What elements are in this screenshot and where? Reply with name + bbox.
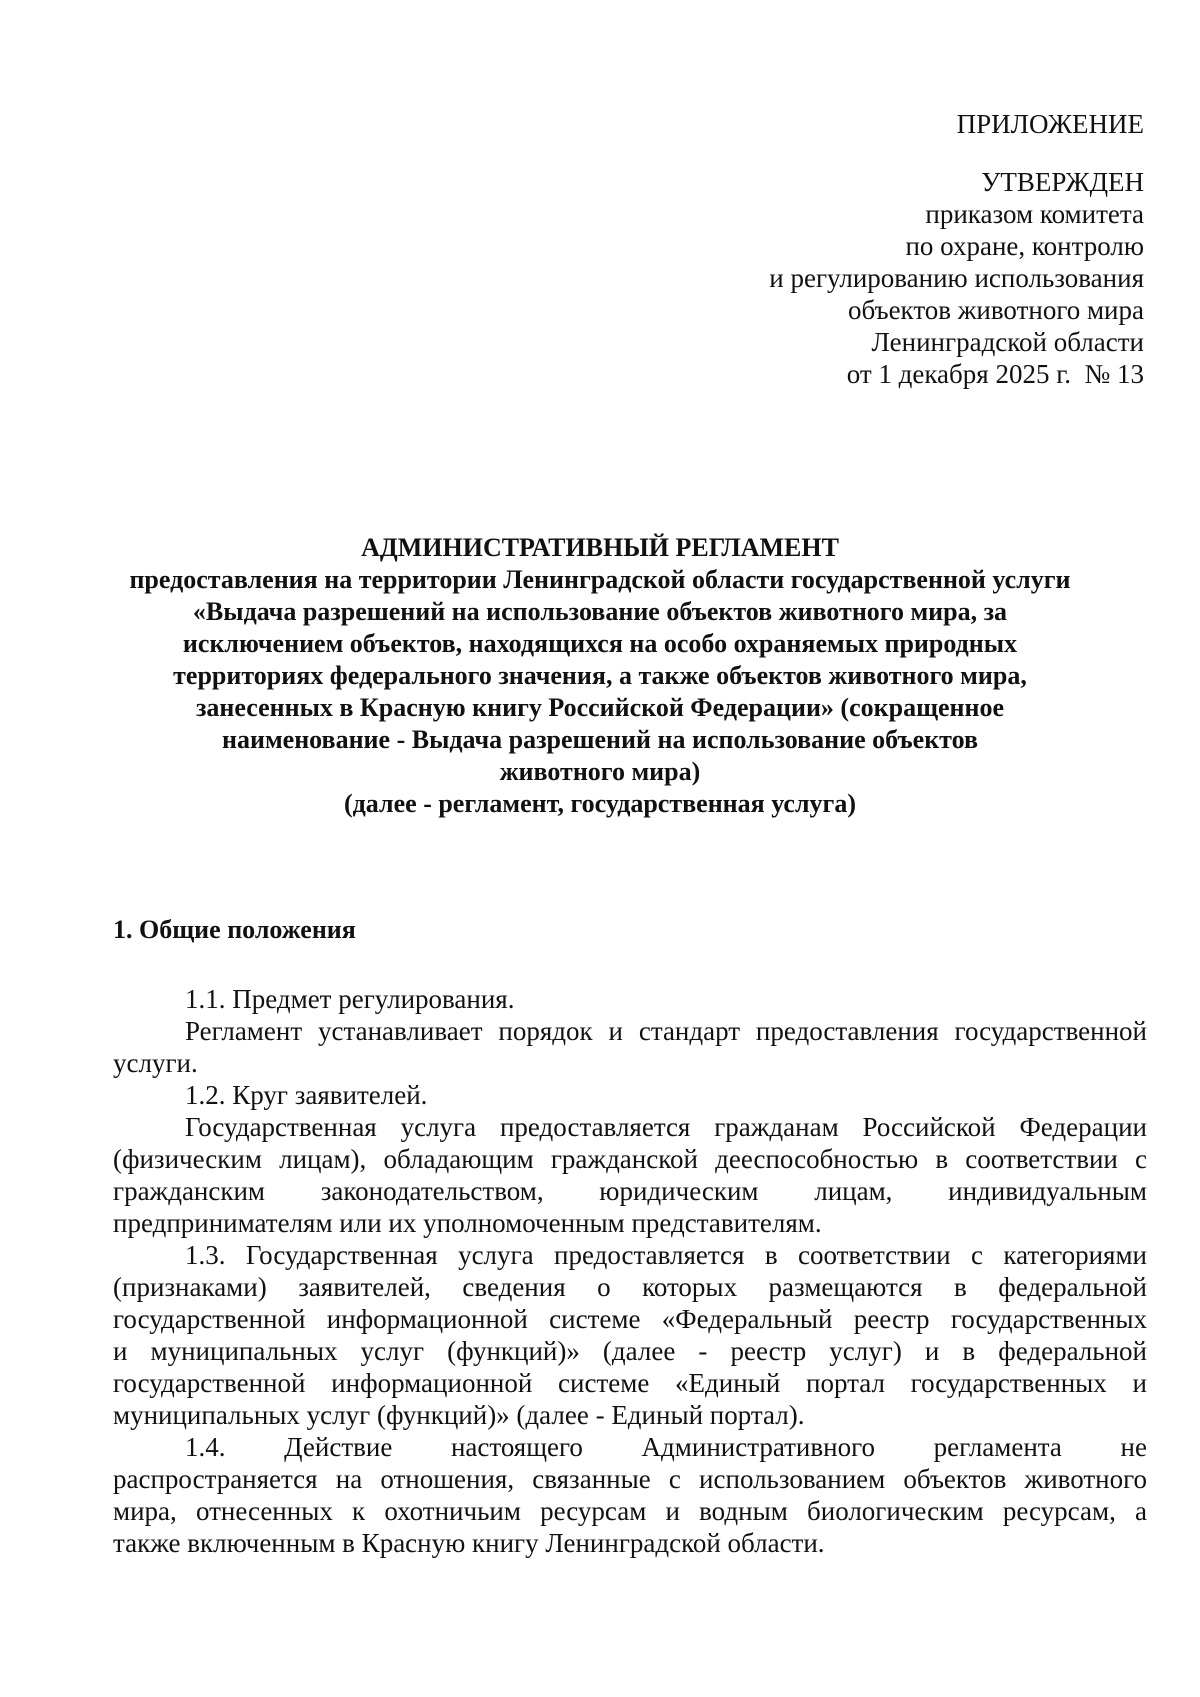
approval-stamp-block xyxy=(769,108,1144,390)
title-line: исключением объектов, находящихся на особо охраняемых природных xyxy=(182,629,1018,658)
approval-line: приказом комитета xyxy=(925,199,1144,229)
paragraph-line: предпринимателям или их уполномоченным представителям. xyxy=(113,1208,822,1238)
paragraph-line: 1.1. Предмет регулирования. xyxy=(185,984,515,1014)
paragraph-line: государственной информационной системе «Единый портал государственных и xyxy=(113,1368,1147,1398)
paragraph-line: 1.4. Действие настоящего Административного регламента не xyxy=(185,1432,1147,1462)
paragraph-line: муниципальных услуг (функций)» (далее - Единый портал). xyxy=(113,1400,805,1430)
approved-label: УТВЕРЖДЕН xyxy=(981,167,1144,197)
title-line: (далее - регламент, государственная услуга) xyxy=(343,789,857,818)
paragraph-line: и муниципальных услуг (функций)» (далее - реестр услуг) и в федеральной xyxy=(113,1336,1147,1366)
paragraph-line: 1.3. Государственная услуга предоставляется в соответствии с категориями xyxy=(185,1240,1147,1270)
paragraph-line: государственной информационной системе «Федеральный реестр государственных xyxy=(113,1304,1147,1334)
approval-line: объектов животного мира xyxy=(848,295,1144,325)
title-line: территориях федерального значения, а также объектов животного мира, xyxy=(173,661,1027,690)
title-line: наименование - Выдача разрешений на использование объектов xyxy=(221,725,979,754)
title-line: «Выдача разрешений на использование объектов животного мира, за xyxy=(192,597,1008,626)
paragraph-line: распространяется на отношения, связанные с использованием объектов животного xyxy=(113,1464,1147,1494)
approval-date-number: от 1 декабря 2025 г. № 13 xyxy=(846,359,1144,389)
document-body xyxy=(113,983,1147,1559)
paragraph-line: (физическим лицам), обладающим гражданской дееспособностью в соответствии с xyxy=(113,1144,1147,1174)
paragraph-line: также включенным в Красную книгу Ленинградской области. xyxy=(113,1528,825,1558)
section-heading: 1. Общие положения xyxy=(113,915,356,944)
paragraph-line: мира, отнесенных к охотничьим ресурсам и водным биологическим ресурсам, а xyxy=(113,1496,1147,1526)
paragraph-line: гражданским законодательством, юридическим лицам, индивидуальным xyxy=(113,1176,1147,1206)
paragraph-line: (признаками) заявителей, сведения о которых размещаются в федеральной xyxy=(113,1272,1147,1302)
paragraph-line: 1.2. Круг заявителей. xyxy=(185,1080,428,1110)
paragraph-line: услуги. xyxy=(113,1048,198,1078)
approval-line: и регулированию использования xyxy=(769,263,1144,293)
title-line: АДМИНИСТРАТИВНЫЙ РЕГЛАМЕНТ xyxy=(361,533,839,562)
paragraph-line: Государственная услуга предоставляется гражданам Российской Федерации xyxy=(185,1112,1147,1142)
title-line: предоставления на территории Ленинградской области государственной услуги xyxy=(129,565,1071,594)
paragraph-line: Регламент устанавливает порядок и стандарт предоставления государственной xyxy=(185,1016,1147,1046)
title-line: животного мира) xyxy=(499,757,701,786)
approval-line: по охране, контролю xyxy=(905,231,1144,261)
document-title xyxy=(60,532,1140,820)
approval-line: Ленинградской области xyxy=(871,327,1144,357)
annex-label: ПРИЛОЖЕНИЕ xyxy=(956,109,1144,139)
title-line: занесенных в Красную книгу Российской Федерации» (сокращенное xyxy=(195,693,1005,722)
